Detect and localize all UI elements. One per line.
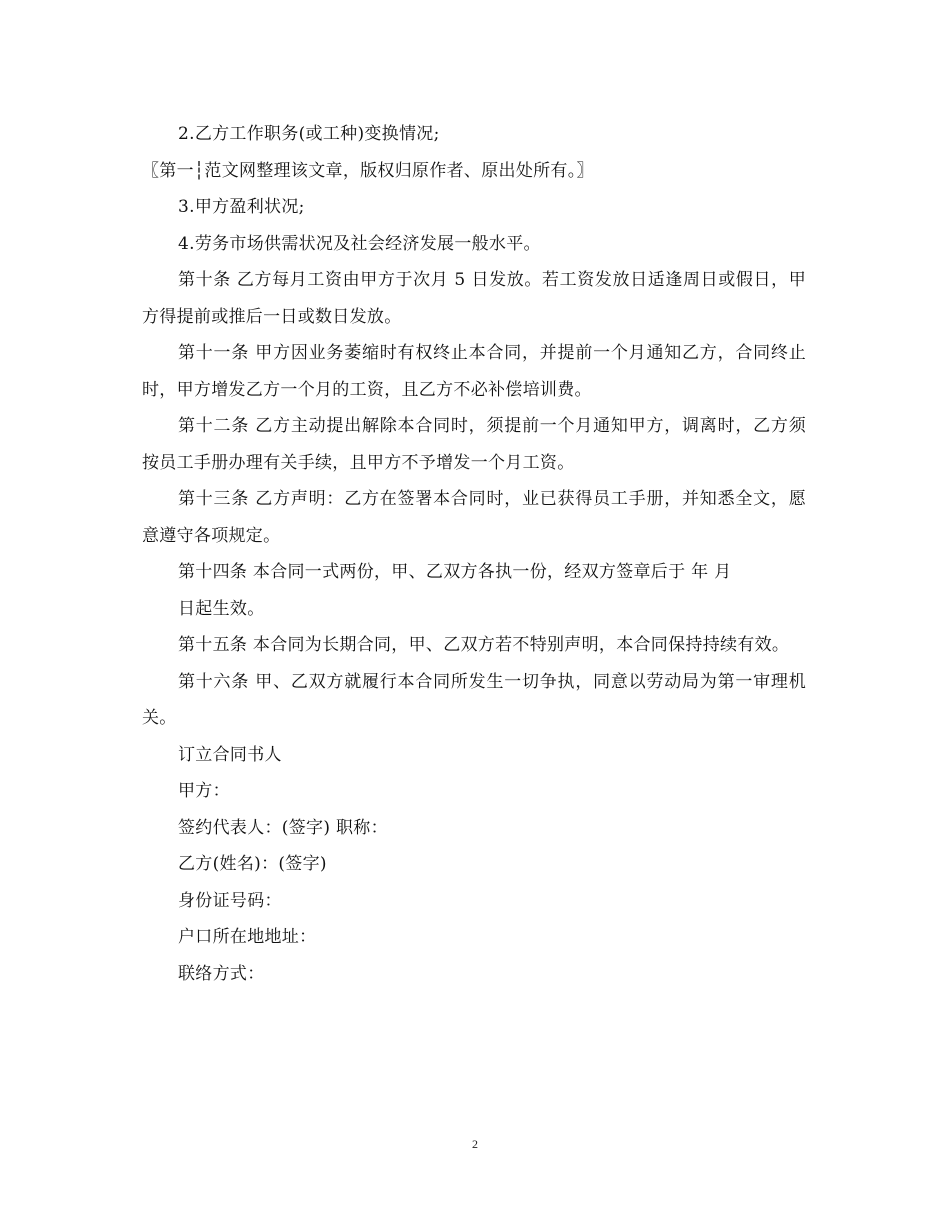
article-13: 第十三条 乙方声明：乙方在签署本合同时，业已获得员工手册，并知悉全文，愿意遵守各项规定。 <box>142 489 806 546</box>
article-15: 第十五条 本合同为长期合同，甲、乙双方若不特别声明，本合同保持持续有效。 <box>178 635 790 655</box>
article-16: 第十六条 甲、乙双方就履行本合同所发生一切争执，同意以劳动局为第一审理机关。 <box>142 671 806 728</box>
clause-item-4: 4.劳务市场供需状况及社会经济发展一般水平。 <box>178 233 541 254</box>
article-11: 第十一条 甲方因业务萎缩时有权终止本合同，并提前一个月通知乙方，合同终止时，甲方增发乙方一个月的工资，且乙方不必补偿培训费。 <box>142 343 806 400</box>
contact-line: 联络方式： <box>178 963 265 984</box>
copyright-notice: 〖第一┆范文网整理该文章，版权归原作者、原出处所有。〗 <box>142 160 594 181</box>
party-b-line: 乙方(姓名)：(签字) <box>178 854 327 874</box>
representative-line: 签约代表人：(签字) 职称： <box>178 817 388 838</box>
article-12: 第十二条 乙方主动提出解除本合同时，须提前一个月通知甲方，调离时，乙方须按员工手册办理有关手续，且甲方不予增发一个月工资。 <box>142 416 806 473</box>
document-body <box>142 116 806 992</box>
id-number-line: 身份证号码： <box>178 890 282 911</box>
party-a-line: 甲方： <box>178 781 230 801</box>
article-14-continuation: 日起生效。 <box>178 598 265 619</box>
article-10: 第十条 乙方每月工资由甲方于次月 5 日发放。若工资发放日适逢周日或假日，甲方得提前或推后一日或数日发放。 <box>142 270 806 327</box>
address-line: 户口所在地地址： <box>178 927 317 947</box>
signatories-heading: 订立合同书人 <box>178 744 282 765</box>
clause-item-3: 3.甲方盈利状况; <box>178 197 305 217</box>
article-14: 第十四条 本合同一式两份，甲、乙双方各执一份，经双方签章后于 年 月 <box>178 562 732 582</box>
page-number: 2 <box>472 1137 478 1151</box>
clause-item-2: 2.乙方工作职务(或工种)变换情况; <box>178 124 440 144</box>
